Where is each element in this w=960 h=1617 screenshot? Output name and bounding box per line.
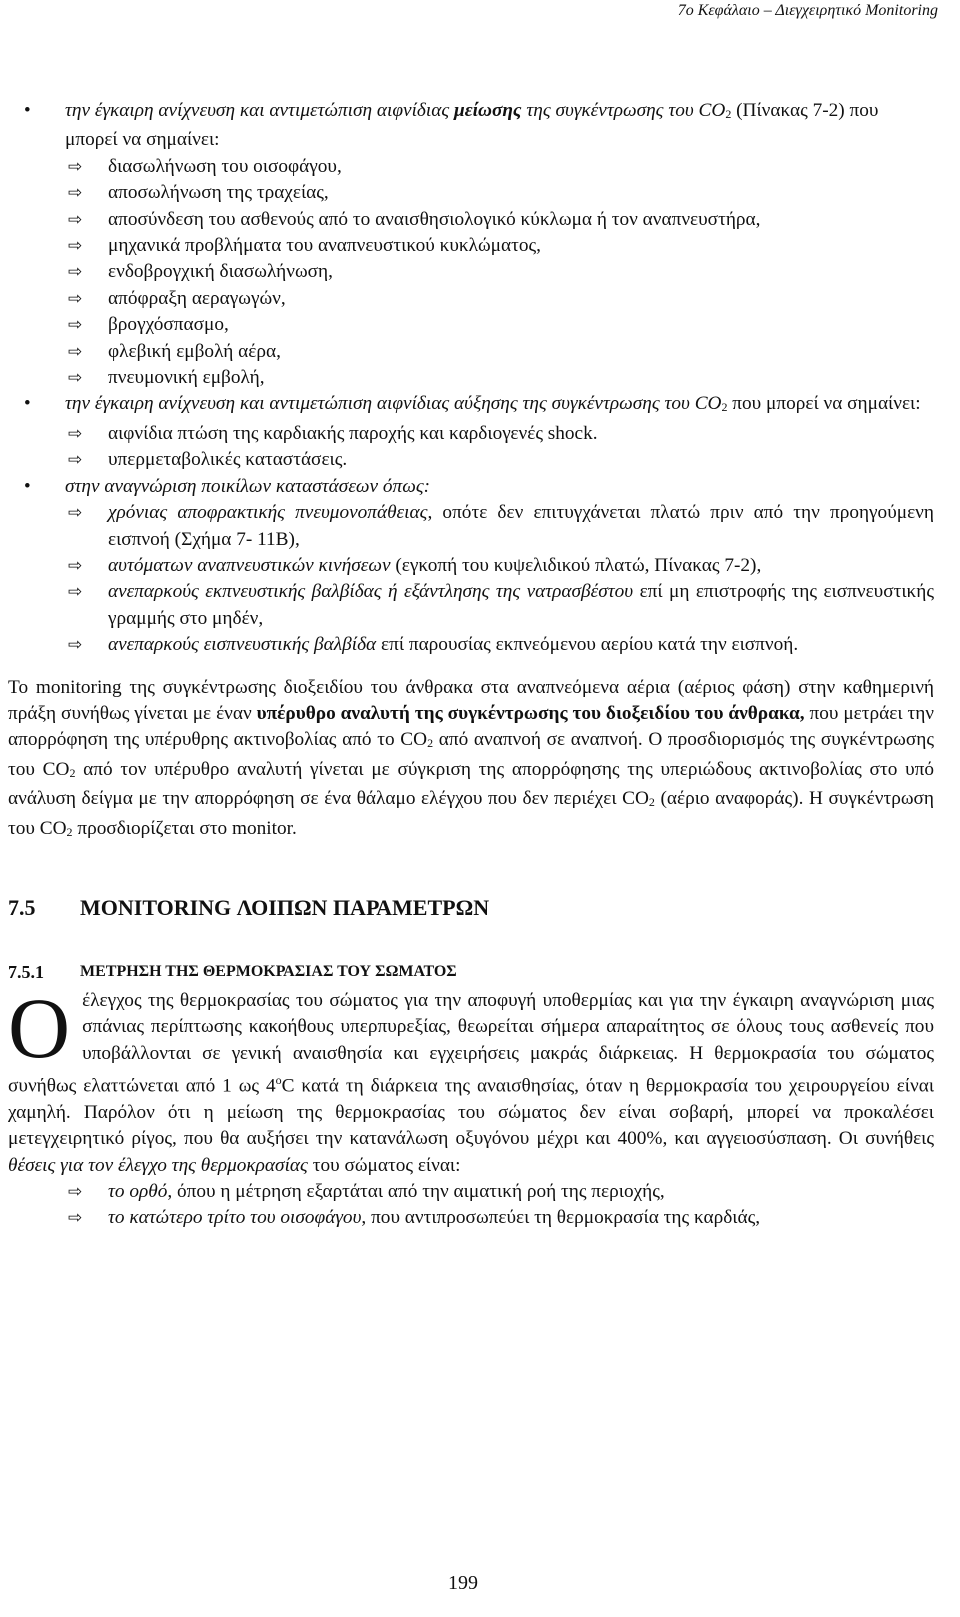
temperature-paragraph: Οέλεγχος της θερμοκρασίας του σώματος για την αποφυγή υποθερμίας και για την έγκαιρη αναγνώριση μιας σπάνιας περίπτωσης κακοήθους υπερπυρεξίας, θεωρείται σήμερα απαραίτητος σε όλους τους ασθενείς που υποβάλλονται σε γενική αναισθησία και εγχειρήσεις μακράς διάρκειας. Η θερμοκρασία του σώματος συνήθως ελαττώνεται από 1 ως $4^oC$ κατά τη διάρκεια της αναισθησίας, όταν η θερμοκρασία του χειρουργείου είναι χαμηλή. Παρόλον ότι η μείωση της θερμοκρασίας του σώματος δεν είναι σοβαρή, μπορεί να προκαλέσει μετεγχειρητικό ρίγος, που θα αυξήσει την κατανάλωση οξυγόνου μέχρι και 400%, και αγγειοσύσπαση. Οι συνήθεις θέσεις για τον έλεγχο της θερμοκρασίας του σώματος είναι: xyxy=(8,979,935,1176)
hollow-arrow-icon: ⇨ xyxy=(68,209,83,230)
list-item: ⇨ διασωλήνωση του οισοφάγου, xyxy=(8,154,934,180)
hollow-arrow-icon: ⇨ xyxy=(68,156,83,177)
list-item: ⇨ απόφραξη αεραγωγών, xyxy=(8,286,934,312)
hollow-arrow-icon: ⇨ xyxy=(68,341,83,362)
list-item: ⇨ μηχανικά προβλήματα του αναπνευστικού κυκλώματος, xyxy=(8,233,934,259)
running-header: 7ο Κεφάλαιο – Διεγχειρητικό Monitoring xyxy=(677,2,938,19)
list-item: ⇨ βρογχόσπασμο, xyxy=(8,312,934,338)
page-number: 199 xyxy=(448,1572,478,1594)
drop-cap: Ο xyxy=(8,979,71,1076)
bullet-decrease: • την έγκαιρη ανίχνευση και αντιμετώπιση αιφνίδιας μείωσης της συγκέντρωσης του $CO_2$ (Πίνακας 7-2) που μπορεί να σημαίνει: xyxy=(8,98,934,154)
hollow-arrow-icon: ⇨ xyxy=(68,635,83,656)
hollow-arrow-icon: ⇨ xyxy=(68,503,83,524)
co2-monitoring-paragraph: Το monitoring της συγκέντρωσης διοξειδίου του άνθρακα στα αναπνεόμενα αέρια (αέριος φάση) στην καθημερινή πράξη συνήθως γίνεται με έναν υπέρυθρο αναλυτή της συγκέντρωσης του διοξειδίου του άνθρακα, που μετράει την απορρόφηση της υπέρυθρης ακτινοβολίας από το $CO_2$ από αναπνοή σε αναπνοή. Ο προσδιορισμός της συγκέντρωσης του $CO_2$ από τον υπέρυθρο αναλυτή γίνεται με σύγκριση της απορρόφησης της υπεριώδους ακτινοβολίας στο υπό ανάλυση δείγμα με την απορρόφηση σε ένα θάλαμο ελέγχου που δεν περιέχει $CO_2$ (αέριο αναφοράς). Η συγκέντρωση του $CO_2$ προσδιορίζεται στο monitor. xyxy=(8,676,934,839)
hollow-arrow-icon: ⇨ xyxy=(68,423,83,444)
hollow-arrow-icon: ⇨ xyxy=(68,315,83,336)
list-item: ⇨ αιφνίδια πτώση της καρδιακής παροχής και καρδιογενές shock. xyxy=(8,421,934,447)
list-item: ⇨ αποσύνδεση του ασθενούς από το αναισθησιολογικό κύκλωμα ή τον αναπνευστήρα, xyxy=(8,207,934,233)
bullet-recognition: • στην αναγνώριση ποικίλων καταστάσεων όπως: xyxy=(8,474,934,500)
list-item: ⇨ ανεπαρκούς εκπνευστικής βαλβίδας ή εξάντλησης της νατρασβέστου επί μη επιστροφής της εισπνευστικής γραμμής στο μηδέν, xyxy=(68,581,934,629)
list-item: ⇨ ενδοβρογχική διασωλήνωση, xyxy=(8,259,934,285)
hollow-arrow-icon: ⇨ xyxy=(68,450,83,471)
hollow-arrow-icon: ⇨ xyxy=(68,183,83,204)
list-item: ⇨ πνευμονική εμβολή, xyxy=(8,365,934,391)
section-heading: 7.5 MONITORING ΛΟΙΠΩΝ ΠΑΡΑΜΕΤΡΩΝ xyxy=(8,894,490,920)
increase-list xyxy=(8,421,934,474)
list-item: ⇨ υπερμεταβολικές καταστάσεις. xyxy=(8,447,934,473)
list-item: ⇨ χρόνιας αποφρακτικής πνευμονοπάθειας, οπότε δεν επιτυγχάνεται πλατώ πριν από την προηγούμενη εισπνοή (Σχήμα 7- 11Β), xyxy=(68,502,934,550)
hollow-arrow-icon: ⇨ xyxy=(68,262,83,283)
list-item: ⇨ αυτόματων αναπνευστικών κινήσεων (εγκοπή του κυψελιδικού πλατώ, Πίνακας 7-2), xyxy=(8,553,934,579)
hollow-arrow-icon: ⇨ xyxy=(68,1182,83,1203)
hollow-arrow-icon: ⇨ xyxy=(68,236,83,257)
list-item: ⇨ το κατώτερο τρίτο του οισοφάγου, που αντιπροσωπεύει τη θερμοκρασία της καρδιάς, xyxy=(8,1205,934,1231)
list-item: ⇨ ανεπαρκούς εισπνευστικής βαλβίδα επί παρουσίας εκπνεόμενου αερίου κατά την εισπνοή. xyxy=(8,632,934,658)
hollow-arrow-icon: ⇨ xyxy=(68,555,83,576)
bullet-increase: • την έγκαιρη ανίχνευση και αντιμετώπιση αιφνίδιας αύξησης της συγκέντρωσης του $CO_2$ που μπορεί να σημαίνει: xyxy=(8,391,934,420)
page-body xyxy=(8,98,934,1232)
list-item: ⇨ αποσωλήνωση της τραχείας, xyxy=(8,180,934,206)
hollow-arrow-icon: ⇨ xyxy=(68,582,83,603)
hollow-arrow-icon: ⇨ xyxy=(68,1208,83,1229)
decrease-list xyxy=(8,154,934,392)
list-item: ⇨ το ορθό, όπου η μέτρηση εξαρτάται από την αιματική ροή της περιοχής, xyxy=(8,1179,934,1205)
list-item: ⇨ φλεβική εμβολή αέρα, xyxy=(8,339,934,365)
hollow-arrow-icon: ⇨ xyxy=(68,368,83,389)
subsection-heading: 7.5.1 ΜΕΤΡΗΣΗ ΤΗΣ ΘΕΡΜΟΚΡΑΣΙΑΣ ΤΟΥ ΣΩΜΑΤΟΣ xyxy=(8,962,457,983)
hollow-arrow-icon: ⇨ xyxy=(68,288,83,309)
